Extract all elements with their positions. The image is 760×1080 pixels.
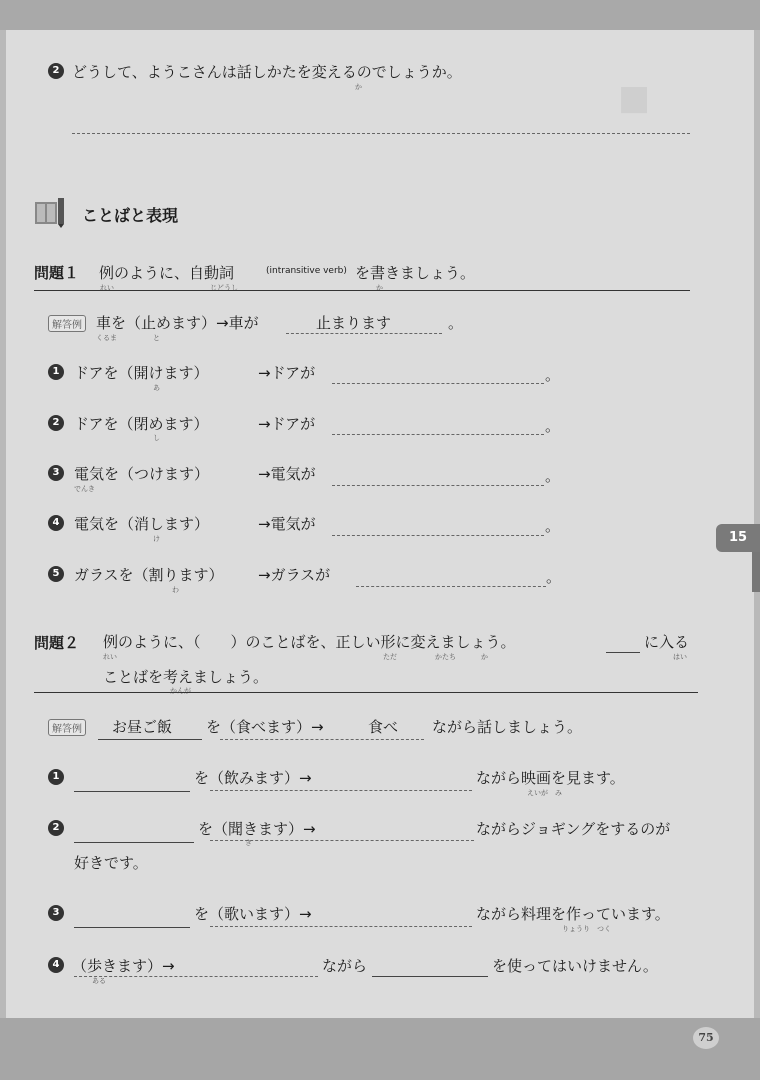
example-left: 車を（止めます）→車が bbox=[96, 314, 259, 332]
item-number: 2 bbox=[48, 820, 64, 836]
furigana: かんが bbox=[170, 687, 191, 695]
item-prompt: ドアを（閉めます） bbox=[74, 415, 209, 433]
mondai1-instruction-end: を書きましょう。 bbox=[355, 264, 476, 282]
example-noun: お昼ご飯 bbox=[112, 718, 173, 736]
item-end: ながらジョギングをするのが bbox=[476, 820, 671, 838]
noun-blank[interactable] bbox=[372, 976, 488, 977]
noun-blank[interactable] bbox=[74, 927, 190, 928]
furigana: き bbox=[245, 839, 252, 847]
question-text: どうして、ようこさんは話しかたを変えるのでしょうか。 bbox=[72, 63, 462, 81]
item-number: 5 bbox=[48, 566, 64, 582]
bottom-bar bbox=[0, 1018, 760, 1080]
item-mid: ながら bbox=[322, 957, 368, 975]
section-title: ことばと表現 bbox=[82, 206, 179, 225]
item-prompt: を（歌います）→ bbox=[194, 905, 312, 923]
furigana: か bbox=[481, 653, 488, 661]
furigana: し bbox=[153, 434, 160, 442]
furigana: りょうり つく bbox=[562, 925, 611, 933]
example-answer-line bbox=[286, 333, 442, 334]
item-number: 1 bbox=[48, 769, 64, 785]
item-arrow-text: →ガラスが bbox=[258, 566, 331, 584]
page-number: 75 bbox=[693, 1027, 719, 1049]
example-wo: を（食べます）→ bbox=[206, 718, 324, 736]
furigana: か bbox=[376, 284, 383, 292]
furigana: かたち bbox=[435, 653, 456, 661]
item-arrow-text: →電気が bbox=[258, 465, 316, 483]
furigana: け bbox=[153, 535, 160, 543]
furigana: えいが み bbox=[527, 789, 562, 797]
item-number: 3 bbox=[48, 465, 64, 481]
divider bbox=[34, 290, 690, 291]
item-arrow-text: →電気が bbox=[258, 515, 316, 533]
item-end-continued: 好きです。 bbox=[74, 854, 148, 872]
answer-line[interactable] bbox=[72, 133, 690, 134]
example-badge: 解答例 bbox=[48, 719, 86, 736]
furigana: ただ bbox=[383, 653, 397, 661]
furigana: じどうし bbox=[210, 284, 238, 292]
furigana: ある bbox=[92, 977, 106, 985]
item-prompt: を（聞きます）→ bbox=[198, 820, 316, 838]
question-number: 2 bbox=[48, 63, 64, 79]
item-end: 。 bbox=[545, 517, 561, 535]
item-number: 2 bbox=[48, 415, 64, 431]
item-end: を使ってはいけません。 bbox=[492, 957, 658, 975]
example-noun-line bbox=[98, 739, 202, 740]
book-icon bbox=[34, 196, 70, 232]
answer-line[interactable] bbox=[210, 926, 472, 927]
answer-line[interactable] bbox=[74, 976, 318, 977]
example-answer-line bbox=[220, 739, 424, 740]
chapter-tab[interactable]: 15 bbox=[716, 524, 760, 552]
answer-line[interactable] bbox=[332, 434, 544, 435]
example-end: ながら話しましょう。 bbox=[432, 718, 583, 736]
mondai1-instruction: 例のように、自動詞 bbox=[99, 264, 235, 282]
top-margin bbox=[0, 0, 760, 30]
noun-blank[interactable] bbox=[74, 791, 190, 792]
item-prompt: 電気を（消します） bbox=[74, 515, 210, 533]
answer-line[interactable] bbox=[356, 586, 546, 587]
furigana: と bbox=[153, 334, 160, 342]
example-badge: 解答例 bbox=[48, 315, 86, 332]
item-end: 。 bbox=[545, 417, 561, 435]
answer-line[interactable] bbox=[332, 485, 544, 486]
mondai2-label: 問題２ bbox=[34, 634, 80, 652]
furigana: でんき bbox=[74, 485, 95, 493]
item-arrow-text: →ドアが bbox=[258, 364, 316, 382]
noun-blank[interactable] bbox=[74, 842, 194, 843]
item-prompt: ガラスを（割ります） bbox=[74, 566, 224, 584]
item-number: 3 bbox=[48, 905, 64, 921]
mondai2-line1: 例のように、（ ）のことばを、正しい形に変えましょう。 bbox=[103, 633, 516, 651]
answer-line[interactable] bbox=[210, 840, 474, 841]
item-end: ながら映画を見ます。 bbox=[476, 769, 625, 787]
mondai1-label: 問題１ bbox=[34, 264, 80, 282]
item-end: ながら料理を作っています。 bbox=[476, 905, 670, 923]
item-end: 。 bbox=[545, 467, 561, 485]
item-arrow-text: →ドアが bbox=[258, 415, 316, 433]
answer-line[interactable] bbox=[210, 790, 472, 791]
furigana: れい bbox=[100, 284, 114, 292]
furigana: れい bbox=[103, 653, 117, 661]
furigana: あ bbox=[153, 384, 160, 392]
item-prompt: 電気を（つけます） bbox=[74, 465, 210, 483]
mondai2-line2: ことばを考えましょう。 bbox=[103, 668, 269, 686]
mondai1-english: (intransitive verb) bbox=[266, 266, 347, 276]
item-prompt: を（飲みます）→ bbox=[194, 769, 312, 787]
tab-edge bbox=[752, 552, 760, 592]
example-answer: 食べ bbox=[368, 718, 399, 736]
item-end: 。 bbox=[546, 568, 562, 586]
mondai2-line1-end: に入る bbox=[644, 633, 690, 651]
item-number: 1 bbox=[48, 364, 64, 380]
item-prompt: ドアを（開けます） bbox=[74, 364, 209, 382]
answer-line[interactable] bbox=[332, 383, 544, 384]
item-end: 。 bbox=[545, 366, 561, 384]
furigana: はい bbox=[673, 653, 687, 661]
furigana: くるま bbox=[96, 334, 117, 342]
item-prompt: （歩きます）→ bbox=[72, 957, 175, 975]
divider bbox=[34, 692, 698, 693]
bleed-through: ■ bbox=[618, 78, 651, 118]
answer-line[interactable] bbox=[332, 535, 544, 536]
furigana: わ bbox=[172, 586, 179, 594]
item-number: 4 bbox=[48, 515, 64, 531]
blank-sample bbox=[606, 652, 640, 653]
furigana: か bbox=[355, 83, 362, 91]
item-number: 4 bbox=[48, 957, 64, 973]
example-answer: 止まります bbox=[316, 314, 392, 332]
example-end: 。 bbox=[448, 314, 464, 332]
